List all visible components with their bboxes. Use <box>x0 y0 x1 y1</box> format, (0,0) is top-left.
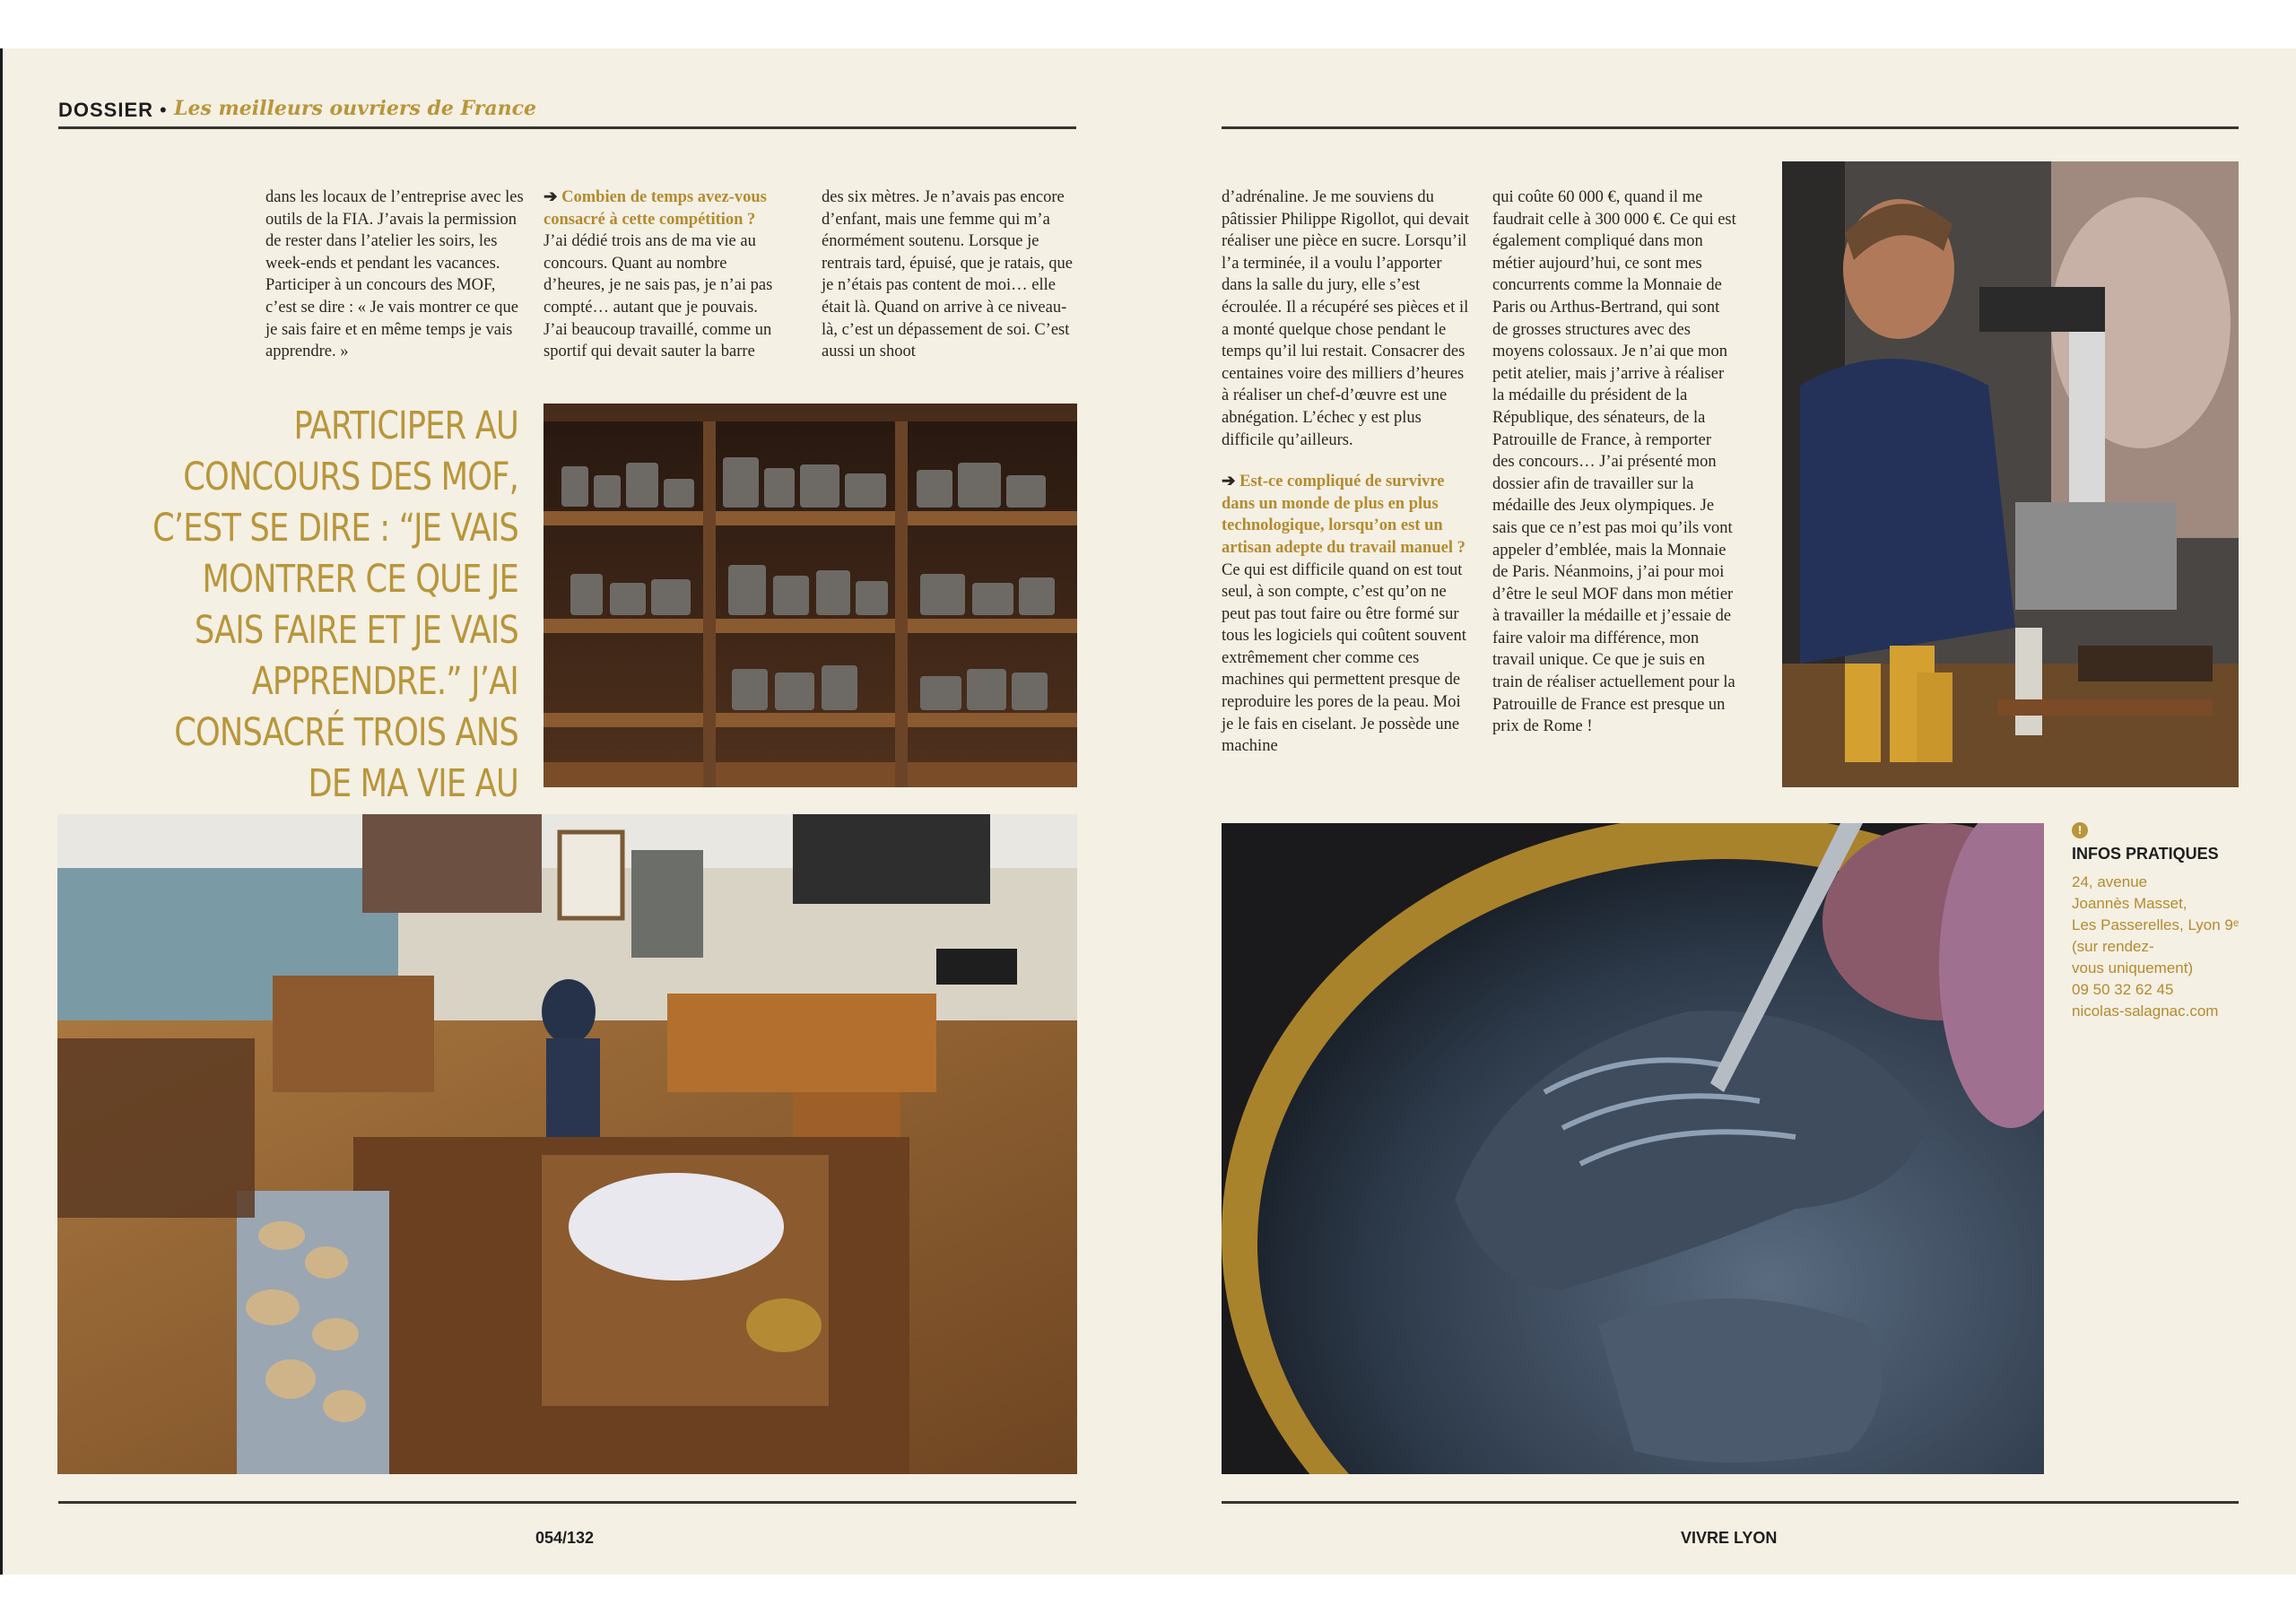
column-text: des six mètres. Je n’avais pas encore d’enfant, mais une femme qui m’a énormément soutenu. Lorsque je rentrais tard, épuisé, que je ratais, que je n’étais pas content de moi… elle était là. Quand on arrive à ce niveau-là, c’est un dépassement de soi. C’est aussi un shoot <box>822 188 1073 361</box>
article-column-1 <box>265 187 526 363</box>
info-line: (sur rendez- <box>2072 938 2154 955</box>
photo-artisan-microscope <box>1782 161 2239 787</box>
magazine-name: VIVRE LYON <box>1681 1529 1778 1547</box>
bottom-rule-right <box>1222 1501 2239 1504</box>
column-text: J’ai dédié trois ans de ma vie au concours. Quant au nombre d’heures, je ne sais pas, je n’ai pas compté… autant que je pouvais. J’ai beaucoup travaillé, comme un sportif qui devait sauter la barre <box>544 232 773 361</box>
info-title: INFOS PRATIQUES <box>2072 845 2219 863</box>
photo-medal-engraving <box>1222 823 2044 1474</box>
info-icon: ! <box>2072 822 2088 838</box>
question-arrow-icon: ➔ <box>1222 473 1236 491</box>
photo-workshop <box>57 814 1077 1474</box>
article-column-5 <box>1492 187 1736 738</box>
header-bullet: • <box>160 99 167 121</box>
section-label: DOSSIER <box>58 99 154 121</box>
interview-question: Combien de temps avez-vous consacré à cette compétition ? <box>544 188 767 229</box>
article-column-4 <box>1222 187 1473 758</box>
interview-question: Est-ce compliqué de survivre dans un monde de plus en plus technologique, lorsqu’on est un artisan adepte du travail manuel ? <box>1222 473 1465 557</box>
info-website-link[interactable]: nicolas-salagnac.com <box>2072 1002 2219 1020</box>
article-column-2 <box>544 187 780 363</box>
column-text: dans les locaux de l’entreprise avec les outils de la FIA. J’avais la permission de rester dans l’atelier les soirs, les week-ends et pendant les vacances. Participer à un concours des MOF, c’est se dire : « Je vais montrer ce que je sais faire et en même temps je vais apprendre. » <box>265 188 524 361</box>
column-text: d’adrénaline. Je me souviens du pâtissier Philippe Rigollot, qui devait réaliser une pièce en sucre. Lorsqu’il l’a terminée, il a voulu l’apporter dans la salle du jury, elle s’est écroulée. Il a récupéré ses pièces et il a monté quelque chose pendant le temps qu’il lui restait. Consacrer des centaines voire des milliers d’heures à réaliser un chef-d’œuvre est une abnégation. L’échec y est plus difficile qu’ailleurs. <box>1222 188 1469 449</box>
column-text: Ce qui est difficile quand on est tout seul, à son compte, c’est qu’on ne peut pas tout faire ou être formé sur tous les logiciels qui coûtent souvent extrêmement cher comme ces machines qui permettent presque de reproduire les pores de la peau. Moi je le fais en ciselant. Je possède une machine <box>1222 560 1466 756</box>
column-text: qui coûte 60 000 €, quand il me faudrait celle à 300 000 €. Ce qui est également compliqué dans mon métier aujourd’hui, ce sont mes concurrents comme la Monnaie de Paris ou Arthus-Bertrand, qui sont de grosses structures avec des moyens colossaux. Je n’ai que mon petit atelier, mais j’arrive à réaliser la médaille du président de la République, des sénateurs, de la Patrouille de France, à remporter des concours… J’ai présenté mon dossier afin de travailler sur la médaille des Jeux olympiques. Je sais que ce n’est pas moi qu’ils vont appeler d’emblée, mais la Monnaie de Paris. Néanmoins, j’ai pour moi d’être le seul MOF dans mon métier à travailler la médaille et j’essaie de faire valoir ma différence, mon travail unique. Ce que je suis en train de réaliser actuellement pour la Patrouille de France est presque un prix de Rome ! <box>1492 188 1736 736</box>
top-rule-left <box>58 126 1076 129</box>
section-subtitle: Les meilleurs ouvriers de France <box>174 97 537 120</box>
question-arrow-icon: ➔ <box>544 188 558 206</box>
info-line: Les Passerelles, Lyon 9ᵉ <box>2072 916 2239 933</box>
info-phone: 09 50 32 62 45 <box>2072 981 2174 998</box>
article-column-3 <box>822 187 1074 363</box>
photo-die-shelves <box>544 404 1077 787</box>
info-line: 24, avenue <box>2072 873 2148 890</box>
page-edge <box>0 48 3 1575</box>
info-line: vous uniquement) <box>2072 959 2194 976</box>
pull-quote: PARTICIPER AU CONCOURS DES MOF, C’EST SE DIRE : “JE VAIS MONTRER CE QUE JE SAIS FAIRE ET JE VAIS APPRENDRE.” J’AI CONSACRÉ TROIS ANS DE MA VIE AU <box>152 404 518 806</box>
page-number: 054/132 <box>535 1529 595 1547</box>
bottom-rule-left <box>58 1501 1076 1504</box>
top-rule-right <box>1222 126 2239 129</box>
info-line: Joannès Masset, <box>2072 895 2187 912</box>
